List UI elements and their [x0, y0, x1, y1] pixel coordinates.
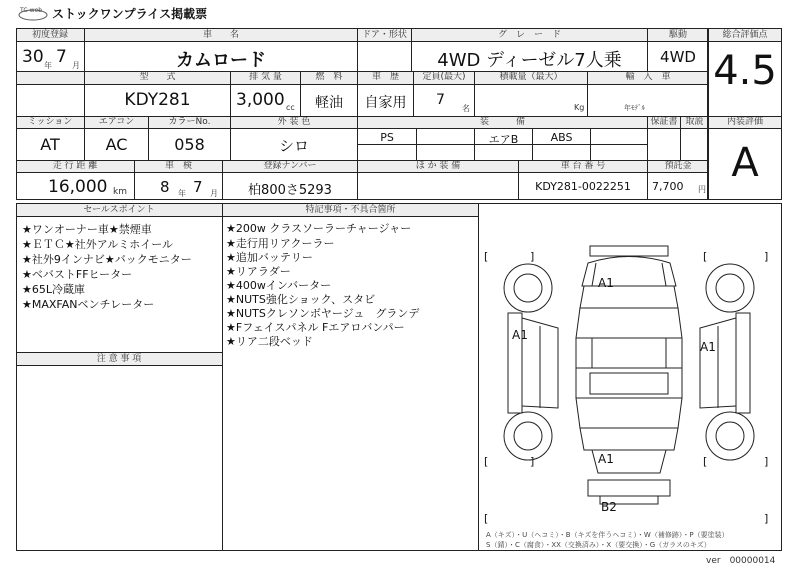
- displacement-value: 3,000: [236, 90, 285, 110]
- list-item: ★200w クラスソーラーチャージャー: [226, 222, 412, 235]
- interior-score-label: 内装評価: [726, 117, 763, 127]
- grade-label: グ レ ー ド: [497, 30, 561, 40]
- capacity-label: 定員(最大): [422, 72, 466, 82]
- bracket-open: [: [703, 250, 708, 263]
- fuel-label: 燃 料: [315, 72, 343, 82]
- list-item: ★NUTSクレソンボヤージュ グランデ: [226, 307, 420, 320]
- model-value: KDY281: [124, 90, 191, 110]
- mission-value: AT: [40, 135, 60, 154]
- list-item: ★ベバストFFヒーター: [22, 268, 133, 281]
- damage-mark-right: A1: [700, 340, 716, 354]
- mission-label: ミッション: [27, 117, 73, 127]
- color-no-value: 058: [174, 135, 205, 154]
- list-item: ★65L冷蔵庫: [22, 283, 85, 296]
- persons-unit: 名: [462, 104, 470, 113]
- drive-label: 駆動: [668, 30, 687, 40]
- exterior-color-value: シロ: [278, 137, 309, 155]
- plate-label: 登録ナンバー: [263, 161, 317, 171]
- list-item: ★リアラダー: [226, 265, 291, 278]
- chassis-no-value: KDY281-0022251: [535, 180, 631, 193]
- sales-points-label: セールスポイント: [83, 205, 155, 215]
- drive-value: 4WD: [660, 48, 696, 66]
- list-item: ★Fフェイスパネル Fエアロバンパー: [226, 321, 405, 334]
- list-item: ★追加バッテリー: [226, 251, 313, 264]
- bracket-open: [: [484, 455, 489, 468]
- mileage-value: 16,000: [48, 177, 108, 197]
- other-equipment-label: ほ か 装 備: [415, 161, 461, 171]
- overall-score: 4.5: [713, 48, 777, 94]
- warranty-label: 保証書: [650, 117, 678, 127]
- overall-score-label: 総合評価点: [722, 30, 768, 40]
- plate-value: 柏800さ5293: [248, 183, 332, 198]
- logo-text: TC-web: [20, 7, 43, 14]
- list-item: ★ワンオーナー車★禁煙車: [22, 223, 152, 236]
- chassis-no-label: 車 台 番 号: [560, 161, 606, 171]
- list-item: ★NUTS強化ショック、スタビ: [226, 293, 376, 306]
- page-title: ストックワンプライス掲載票: [52, 7, 208, 21]
- max-load-label: 積載量（最大）: [499, 72, 563, 82]
- reg-year: 30: [22, 47, 44, 67]
- color-no-label: カラーNo.: [168, 117, 211, 127]
- list-item: ★リア二段ベッド: [226, 335, 313, 348]
- manual-label: 取説: [685, 117, 704, 127]
- km-unit: km: [113, 187, 127, 197]
- kg-unit: Kg: [574, 103, 585, 112]
- equipment-abs: ABS: [550, 131, 573, 144]
- inspection-month: 7: [193, 178, 203, 196]
- capacity-value: 7: [436, 92, 445, 108]
- legend-line-2: S（錆）・C（腐食）・XX（交換済み）・X（要交換）・G（ガラスのキズ）: [486, 541, 711, 549]
- car-name-label: 車 名: [202, 30, 239, 40]
- grade-value: 4WD ディーゼル7人乗: [437, 50, 622, 71]
- reg-month: 7: [56, 47, 67, 67]
- door-type-label: ドア・形状: [362, 30, 407, 40]
- logo: [18, 6, 48, 18]
- list-item: ★ＥＴＣ★社外アルミホイール: [22, 238, 174, 251]
- model-year-unit: 年ﾓﾃﾞﾙ: [624, 104, 645, 112]
- version-label: ver 00000014: [706, 556, 776, 566]
- history-label: 車 歴: [371, 72, 399, 82]
- reg-year-unit: 年: [44, 61, 52, 70]
- inspection-month-unit: 月: [210, 189, 218, 198]
- interior-score: A: [731, 140, 759, 186]
- inspection-year: 8: [160, 178, 170, 196]
- damage-mark-front: A1: [598, 276, 614, 290]
- caution-label: 注 意 事 項: [96, 354, 142, 364]
- bracket-close: ]: [764, 250, 769, 263]
- bracket-close: ]: [530, 250, 535, 263]
- cc-unit: cc: [286, 103, 295, 112]
- reg-month-unit: 月: [72, 61, 80, 70]
- import-label: 輸 入 車: [625, 72, 671, 82]
- deposit-value: 7,700: [652, 180, 684, 193]
- car-name: カムロード: [176, 50, 266, 71]
- aircon-label: エアコン: [98, 117, 135, 127]
- aircon-value: AC: [105, 135, 128, 154]
- first-reg-label: 初度登録: [31, 30, 68, 40]
- damage-mark-left: A1: [512, 328, 528, 342]
- bracket-open: [: [484, 512, 489, 525]
- bracket-close: ]: [764, 455, 769, 468]
- car-diagram: [480, 218, 780, 528]
- displacement-label: 排 気 量: [249, 72, 282, 82]
- list-item: ★MAXFANベンチレーター: [22, 298, 155, 311]
- bracket-open: [: [703, 455, 708, 468]
- deposit-label: 預託金: [664, 161, 692, 171]
- history-value: 自家用: [364, 95, 407, 111]
- equipment-airbag: エアB: [488, 133, 519, 146]
- damage-mark-rear: A1: [598, 452, 614, 466]
- special-notes-label: 特記事項・不具合箇所: [305, 205, 396, 215]
- inspection-year-unit: 年: [178, 189, 186, 198]
- equipment-ps: PS: [380, 131, 394, 144]
- legend-line-1: A（キズ）・U（ヘコミ）・B（キズを伴うヘコミ）・W（補修跡）・P（要塗装）: [486, 531, 729, 539]
- bracket-close: ]: [764, 512, 769, 525]
- bracket-open: [: [484, 250, 489, 263]
- bracket-close: ]: [530, 455, 535, 468]
- mileage-label: 走 行 距 離: [52, 161, 98, 171]
- inspection-label: 車 検: [164, 161, 192, 171]
- model-label: 型 式: [139, 72, 176, 82]
- fuel-value: 軽油: [315, 95, 343, 111]
- list-item: ★400wインバーター: [226, 279, 332, 292]
- list-item: ★走行用リアクーラー: [226, 237, 335, 250]
- equipment-label: 装 備: [479, 117, 525, 127]
- list-item: ★社外9インナビ★バックモニター: [22, 253, 192, 266]
- exterior-color-label: 外 装 色: [277, 117, 311, 127]
- damage-mark-bumper: B2: [601, 500, 617, 514]
- yen-unit: 円: [698, 185, 706, 194]
